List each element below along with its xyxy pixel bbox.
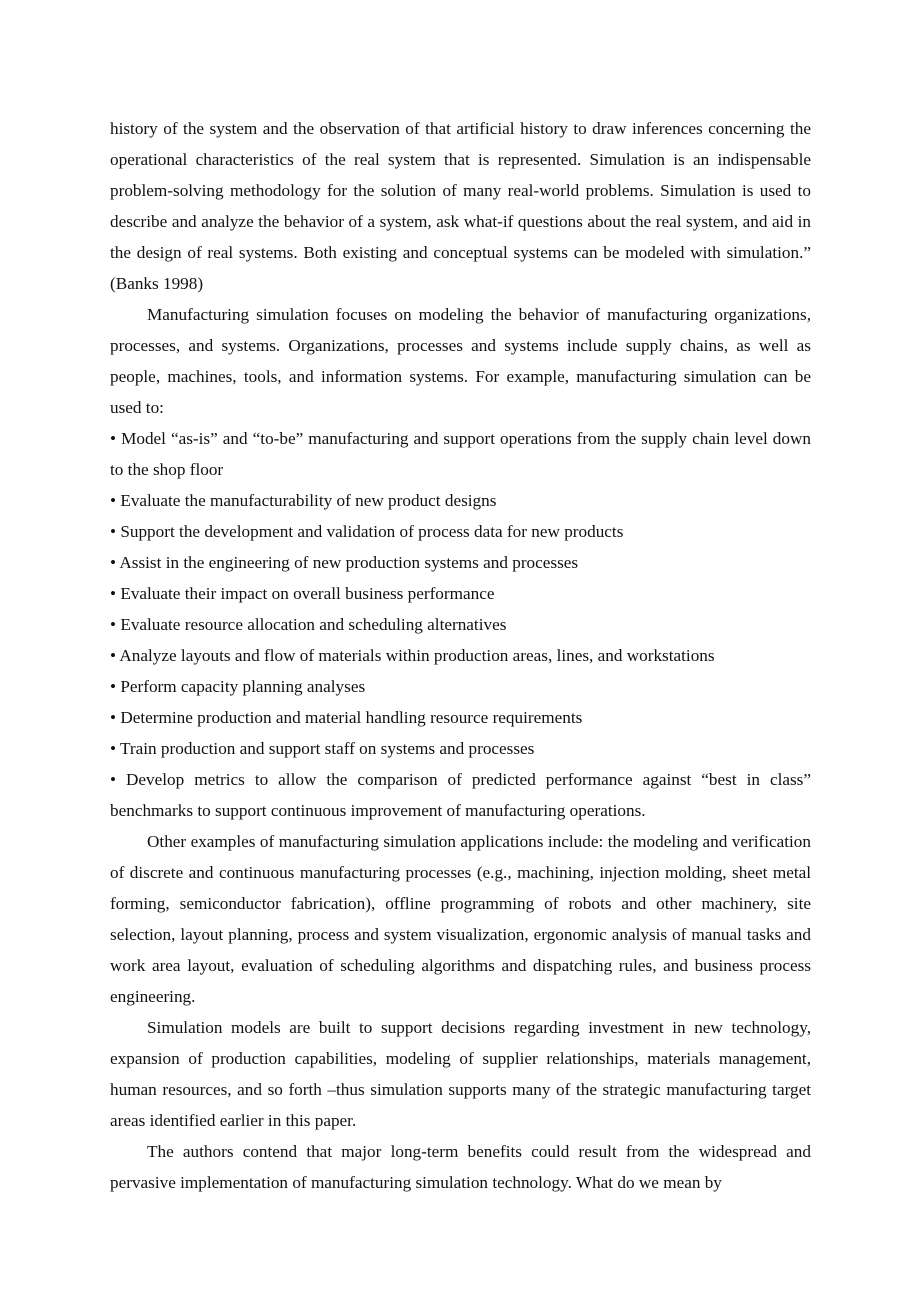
paragraph-simulation-definition: history of the system and the observation of that artificial history to draw inferences concerning the operational characteristics of the real system that is represented. Simulation is an indispensable problem-solving methodology for the solution of many real-world problems. Simulation is used to describe and analyze the behavior of a system, ask what-if questions about the real system, and aid in the design of real systems. Both existing and conceptual systems can be modeled with simulation.” (Banks 1998) [110, 119, 811, 293]
list-item: • Evaluate the manufacturability of new product designs [110, 491, 497, 510]
document-page [110, 113, 811, 1198]
list-item: • Assist in the engineering of new production systems and processes [110, 553, 579, 572]
list-item: • Train production and support staff on systems and processes [110, 739, 535, 758]
paragraph-authors-contend: The authors contend that major long-term benefits could result from the widespread and pervasive implementation of manufacturing simulation technology. What do we mean by [110, 1142, 811, 1192]
paragraph-simulation-models: Simulation models are built to support decisions regarding investment in new technology, expansion of production capabilities, modeling of supplier relationships, materials management, human resources, and so forth –thus simulation supports many of the strategic manufacturing target areas identified earlier in this paper. [110, 1018, 811, 1130]
paragraph-manufacturing-simulation: Manufacturing simulation focuses on modeling the behavior of manufacturing organizations, processes, and systems. Organizations, processes and systems include supply chains, as well as people, machines, tools, and information systems. For example, manufacturing simulation can be used to: [110, 305, 811, 417]
list-item: • Evaluate their impact on overall business performance [110, 584, 495, 603]
list-item: • Develop metrics to allow the comparison of predicted performance against “best in class” benchmarks to support continuous improvement of manufacturing operations. [110, 770, 811, 820]
uses-bullet-list [110, 423, 811, 826]
list-item: • Support the development and validation of process data for new products [110, 522, 624, 541]
list-item: • Analyze layouts and flow of materials within production areas, lines, and workstations [110, 646, 715, 665]
list-item: • Determine production and material handling resource requirements [110, 708, 583, 727]
list-item: • Model “as-is” and “to-be” manufacturing and support operations from the supply chain level down to the shop floor [110, 429, 811, 479]
list-item: • Perform capacity planning analyses [110, 677, 366, 696]
paragraph-other-examples: Other examples of manufacturing simulation applications include: the modeling and verification of discrete and continuous manufacturing processes (e.g., machining, injection molding, sheet metal forming, semiconductor fabrication), offline programming of robots and other machinery, site selection, layout planning, process and system visualization, ergonomic analysis of manual tasks and work area layout, evaluation of scheduling algorithms and dispatching rules, and business process engineering. [110, 832, 811, 1006]
list-item: • Evaluate resource allocation and scheduling alternatives [110, 615, 507, 634]
